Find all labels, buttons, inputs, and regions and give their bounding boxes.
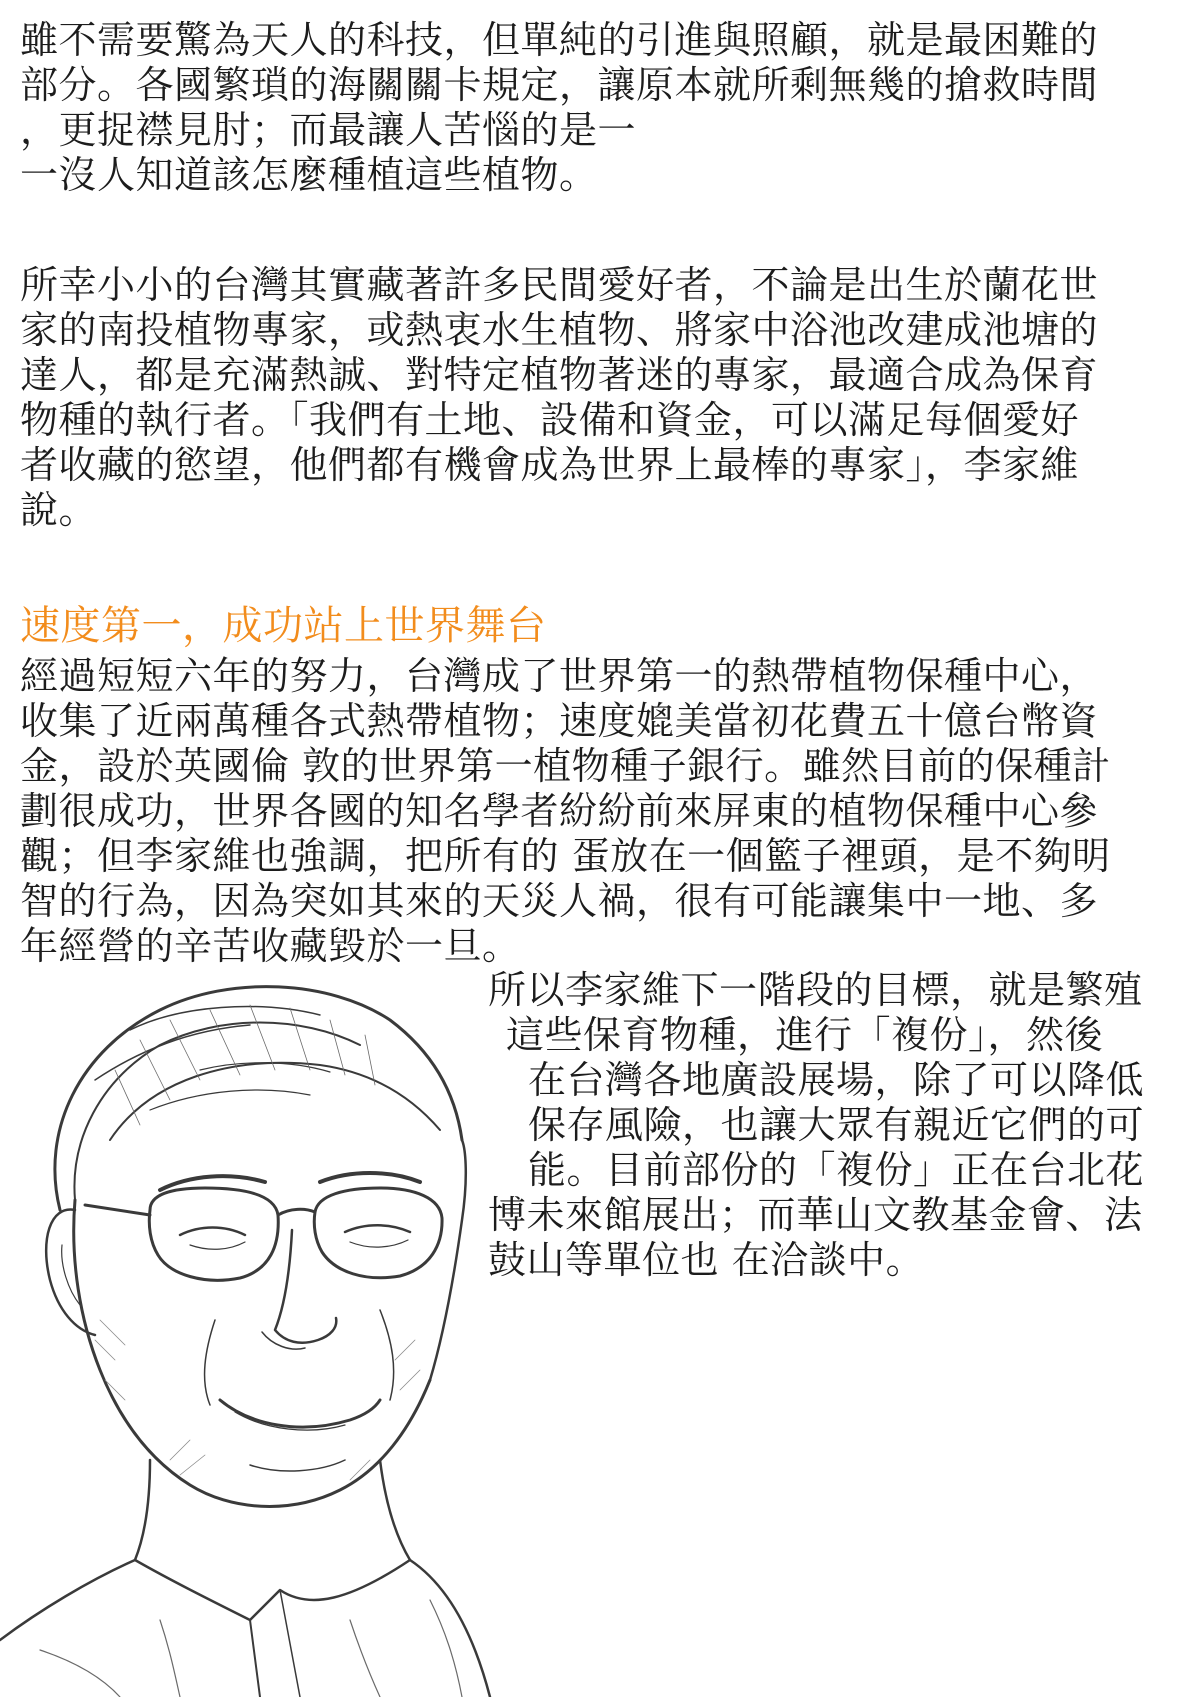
text-line: 說。 (20, 488, 98, 532)
text-line: 物種的執行者。「我們有土地、設備和資金，可以滿足每個愛好 (20, 398, 1080, 442)
text-line: 收集了近兩萬種各式熱帶植物；速度媲美當初花費五十億台幣資 (20, 699, 1099, 743)
text-line: 鼓山等單位也 在洽談中。 (488, 1238, 925, 1282)
text-line: 能。目前部份的「複份」正在台北花 (528, 1148, 1145, 1192)
text-line: 達人，都是充滿熱誠、對特定植物著迷的專家，最適合成為保育 (20, 353, 1099, 397)
text-line: 博未來館展出；而華山文教基金會、法 (488, 1193, 1143, 1237)
paragraph-2 (20, 263, 1180, 533)
text-line: 觀；但李家維也強調，把所有的 蛋放在一個籃子裡頭，是不夠明 (20, 834, 1111, 878)
text-line: 這些保育物種，進行「複份」，然後 (506, 1013, 1104, 1057)
text-line: 在台灣各地廣設展場，除了可以降低 (528, 1058, 1145, 1102)
paragraph-3 (20, 654, 1180, 969)
text-line: 劃很成功，世界各國的知名學者紛紛前來屏東的植物保種中心參 (20, 789, 1099, 833)
text-line: 金，設於英國倫 敦的世界第一植物種子銀行。雖然目前的保種計 (20, 744, 1111, 788)
text-line: 雖不需要驚為天人的科技，但單純的引進與照顧，就是最困難的 (20, 18, 1099, 62)
text-line: 經過短短六年的努力，台灣成了世界第一的熱帶植物保種中心， (20, 654, 1099, 698)
text-line: 者收藏的慾望，他們都有機會成為世界上最棒的專家」，李家維 (20, 443, 1080, 487)
text-line: 保存風險，也讓大眾有親近它們的可 (528, 1103, 1145, 1147)
portrait-sketch-icon (0, 960, 520, 1697)
text-line: 智的行為，因為突如其來的天災人禍，很有可能讓集中一地、多 (20, 879, 1099, 923)
text-line: ，更捉襟見肘；而最讓人苦惱的是一 (20, 108, 637, 152)
paragraph-1 (20, 18, 1180, 198)
text-line: 部分。各國繁瑣的海關關卡規定，讓原本就所剩無幾的搶救時間 (20, 63, 1099, 107)
text-line: 所幸小小的台灣其實藏著許多民間愛好者，不論是出生於蘭花世 (20, 263, 1099, 307)
section-heading: 速度第一，成功站上世界舞台 (20, 603, 547, 649)
text-line: 年經營的辛苦收藏毀於一旦。 (20, 924, 521, 968)
text-line: 所以李家維下一階段的目標，就是繁殖 (488, 968, 1143, 1012)
text-line: 家的南投植物專家，或熱衷水生植物、將家中浴池改建成池塘的 (20, 308, 1099, 352)
text-line: 一沒人知道該怎麼種植這些植物。 (20, 153, 598, 197)
